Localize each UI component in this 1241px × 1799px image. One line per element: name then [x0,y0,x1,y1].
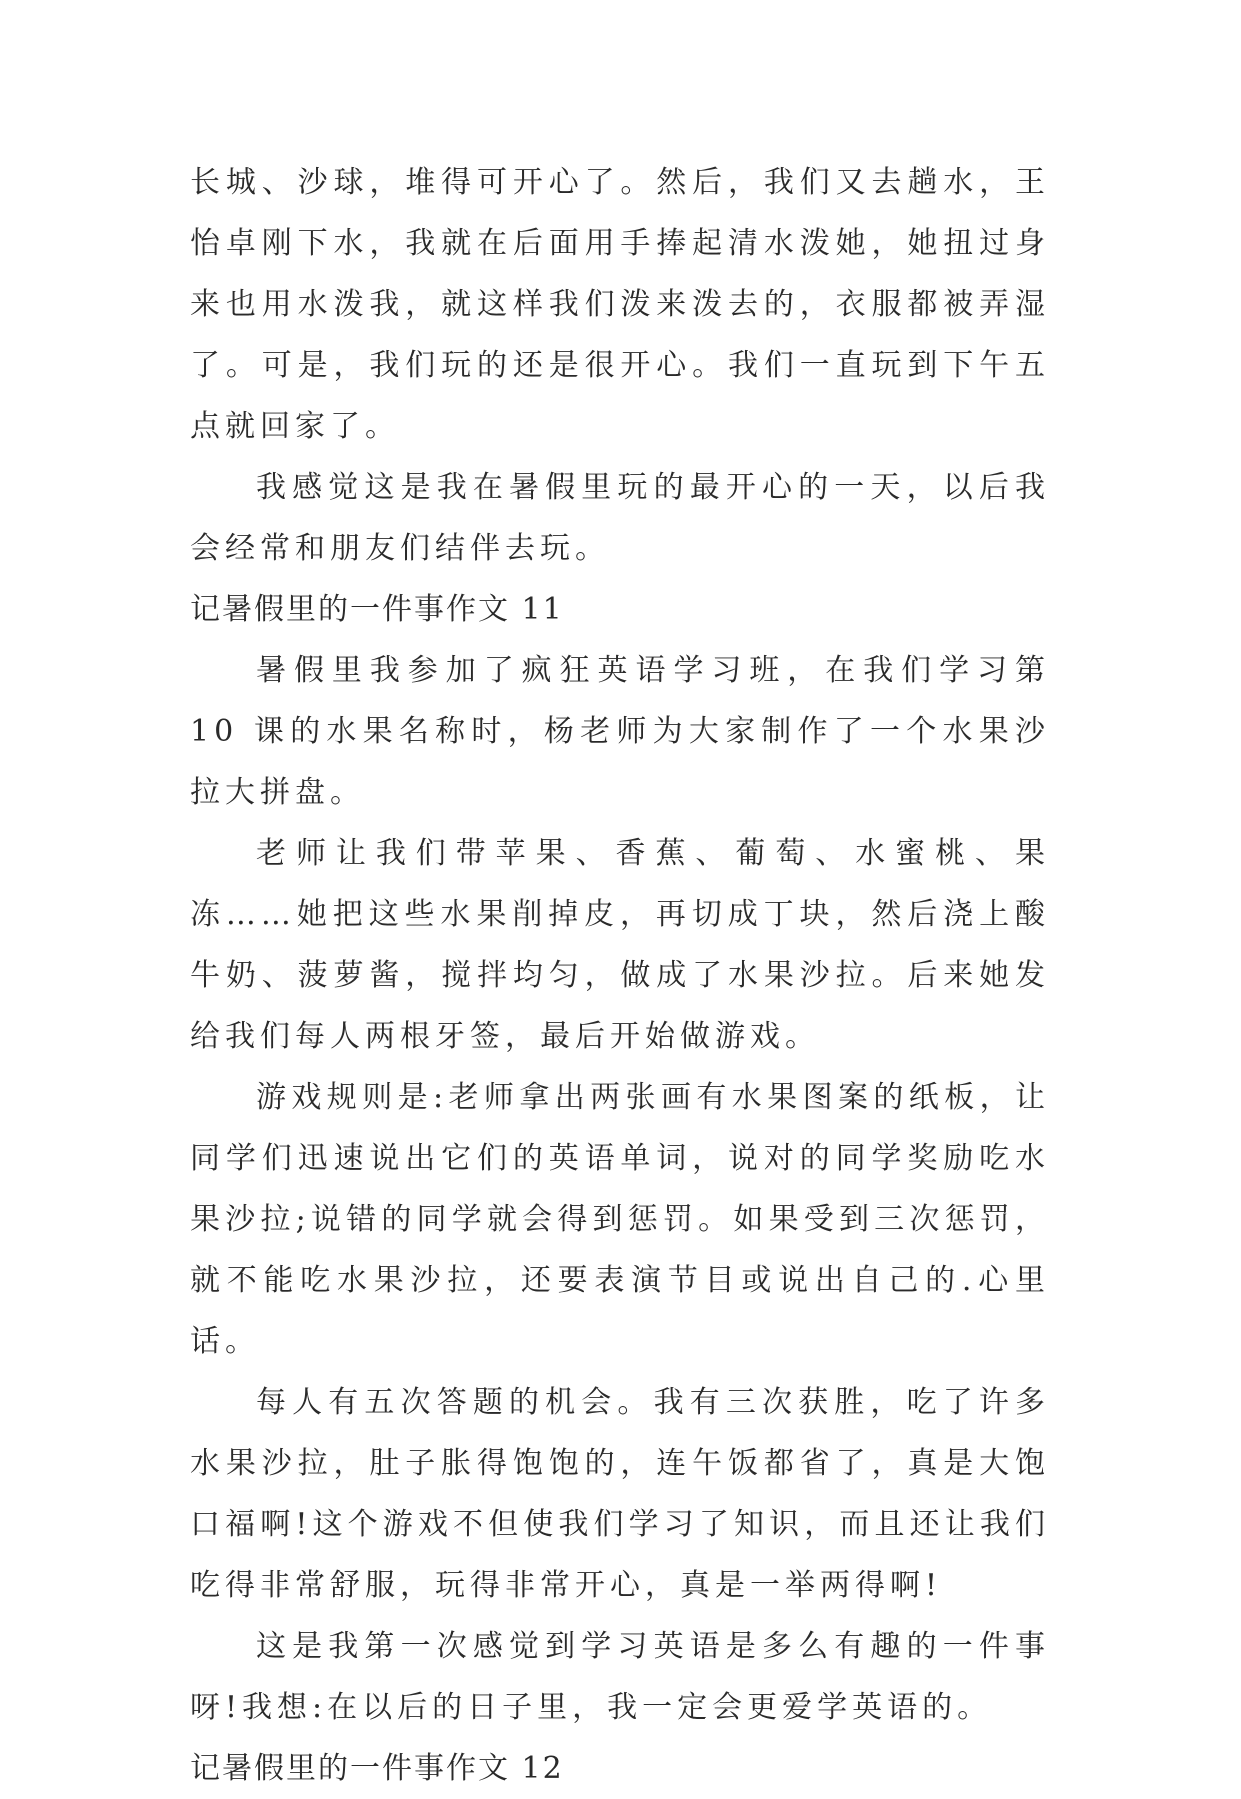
paragraph: 老师让我们带苹果、香蕉、葡萄、水蜜桃、果冻……她把这些水果削掉皮，再切成丁块，然后浇上酸牛奶、菠萝酱，搅拌均匀，做成了水果沙拉。后来她发给我们每人两根牙签，最后开始做游戏。 [190,836,1050,1054]
paragraph: 我感觉这是我在暑假里玩的最开心的一天，以后我会经常和朋友们结伴去玩。 [190,470,1050,566]
paragraph: 每人有五次答题的机会。我有三次获胜，吃了许多水果沙拉，肚子胀得饱饱的，连午饭都省了，真是大饱口福啊!这个游戏不但使我们学习了知识，而且还让我们吃得非常舒服，玩得非常开心，真是一举两得啊! [190,1385,1050,1603]
document-body [190,152,1050,1799]
section-heading: 记暑假里的一件事作文 11 [190,592,564,627]
paragraph: 这是我第一次感觉到学习英语是多么有趣的一件事呀!我想:在以后的日子里，我一定会更爱学英语的。 [190,1629,1050,1725]
section-heading: 记暑假里的一件事作文 12 [190,1751,564,1786]
paragraph: 游戏规则是:老师拿出两张画有水果图案的纸板，让同学们迅速说出它们的英语单词，说对的同学奖励吃水果沙拉;说错的同学就会得到惩罚。如果受到三次惩罚，就不能吃水果沙拉，还要表演节目或说出自己的.心里话。 [190,1080,1050,1359]
paragraph: 长城、沙球，堆得可开心了。然后，我们又去趟水，王怡卓刚下水，我就在后面用手捧起清水泼她，她扭过身来也用水泼我，就这样我们泼来泼去的，衣服都被弄湿了。可是，我们玩的还是很开心。我们一直玩到下午五点就回家了。 [190,165,1050,444]
paragraph: 暑假里我参加了疯狂英语学习班，在我们学习第 10 课的水果名称时，杨老师为大家制作了一个水果沙拉大拼盘。 [190,653,1050,810]
